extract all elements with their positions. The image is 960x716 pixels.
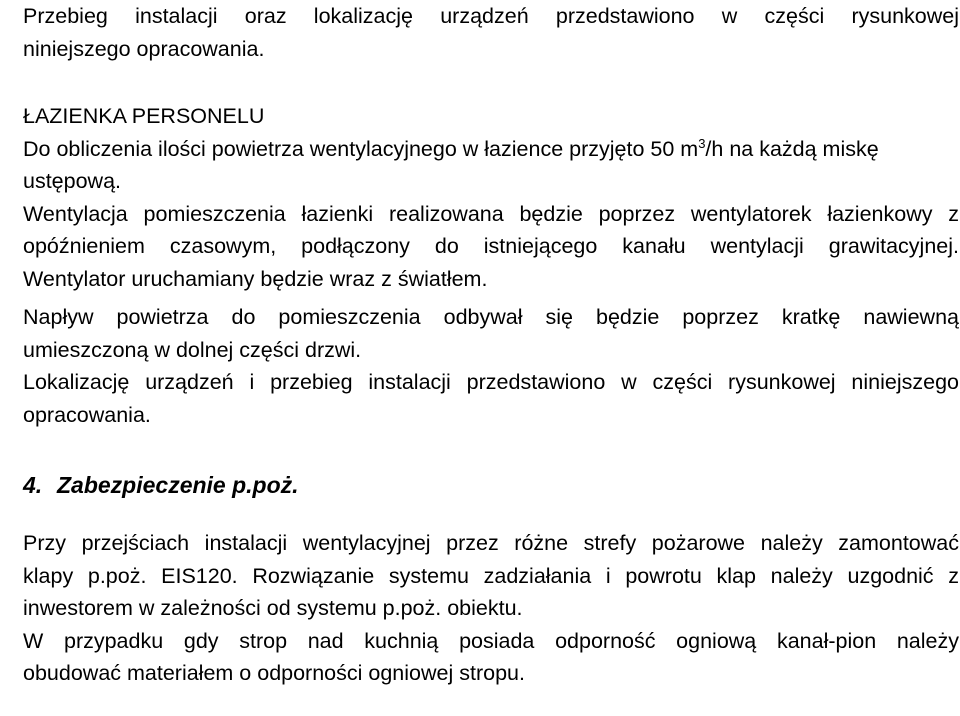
airflow-calc-line-2: ustępową. (23, 169, 122, 193)
airflow-calc-text-a: Do obliczenia ilości powietrza wentylacyjnego w łazience przyjęto 50 m (23, 136, 699, 161)
air-supply-line-1: Napływ powietrza do pomieszczenia odbywał się będzie poprzez kratkę nawiewną (23, 305, 959, 329)
airflow-calc-superscript: 3 (698, 135, 706, 151)
air-supply-paragraph (23, 301, 959, 366)
section-4-number: 4. (23, 472, 43, 498)
location-line-2: opracowania. (23, 402, 151, 427)
bathroom-heading: ŁAZIENKA PERSONELU (23, 104, 265, 128)
kitchen-ceiling-line-2: obudować materiałem o odporności ogniowej stropu. (23, 661, 525, 685)
kitchen-ceiling-line-1: W przypadku gdy strop nad kuchnią posiada odporność ogniową kanał-pion należy (23, 628, 959, 653)
intro-line-2: niniejszego opracowania. (23, 36, 265, 61)
airflow-calc-line-1 (23, 133, 959, 166)
intro-paragraph (23, 0, 959, 65)
ventilation-paragraph (23, 198, 959, 296)
fire-damper-paragraph (23, 527, 959, 625)
air-supply-line-2: umieszczoną w dolnej części drzwi. (23, 337, 362, 362)
fire-damper-line-3: inwestorem w zależności od systemu p.poż. obiektu. (23, 596, 523, 620)
section-4-title (23, 469, 959, 501)
kitchen-ceiling-paragraph (23, 625, 959, 690)
location-line-1: Lokalizację urządzeń i przebieg instalacji przedstawiono w części rysunkowej niniejszego (23, 370, 959, 394)
fire-damper-line-2: klapy p.poż. EIS120. Rozwiązanie systemu zadziałania i powrotu klap należy uzgodnić z (23, 563, 959, 588)
document-page (23, 0, 959, 690)
location-paragraph (23, 366, 959, 431)
airflow-calc-paragraph (23, 133, 959, 198)
section-4-title-text: Zabezpieczenie p.poż. (57, 472, 299, 498)
ventilation-line-2: opóźnieniem czasowym, podłączony do istniejącego kanału wentylacji grawitacyjnej. (23, 234, 959, 258)
intro-line-1: Przebieg instalacji oraz lokalizację urządzeń przedstawiono w części rysunkowej (23, 4, 959, 28)
ventilation-line-1: Wentylacja pomieszczenia łazienki realizowana będzie poprzez wentylatorek łazienkowy z (23, 201, 959, 226)
fire-damper-line-1: Przy przejściach instalacji wentylacyjnej przez różne strefy pożarowe należy zamontować (23, 531, 959, 555)
airflow-calc-text-b: /h na każdą miskę (705, 136, 879, 161)
ventilation-line-3: Wentylator uruchamiany będzie wraz z światłem. (23, 266, 488, 291)
